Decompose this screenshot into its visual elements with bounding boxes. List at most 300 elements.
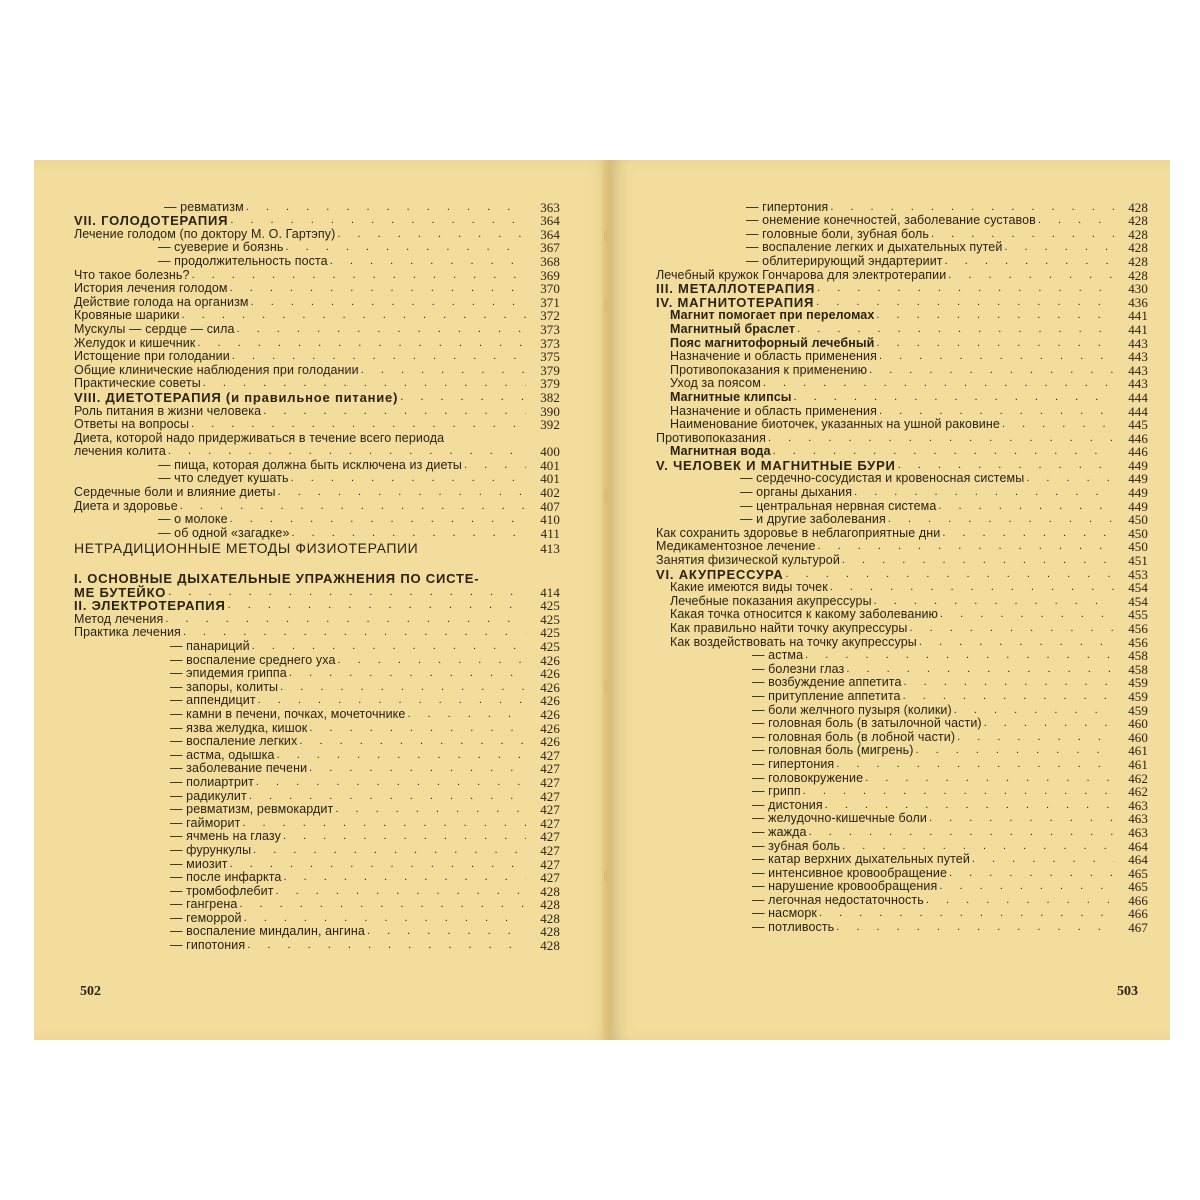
- dot-leader: [846, 663, 1114, 676]
- toc-page-number: 402: [540, 485, 560, 501]
- toc-entry-title: Магнит помогает при переломах: [670, 308, 875, 323]
- toc-entry-title: Медикаментозное лечение: [656, 539, 816, 554]
- toc-page-number: 463: [1128, 811, 1148, 827]
- dot-leader: [239, 898, 526, 911]
- toc-page-number: 449: [1128, 485, 1148, 501]
- toc-entry-title: Магнитный браслет: [670, 321, 796, 336]
- toc-entry-title: — суеверие и боязнь: [158, 240, 284, 255]
- toc-entry-title: — возбуждение аппетита: [752, 675, 902, 690]
- toc-entry-title: — о молоке: [158, 512, 228, 527]
- toc-entry-title: — миозит: [170, 856, 228, 871]
- toc-page-number: 450: [1128, 525, 1148, 541]
- dot-leader: [817, 282, 1114, 295]
- toc-entry: [656, 812, 1148, 826]
- toc-entry: [656, 608, 1148, 622]
- toc-page-number: 443: [1128, 349, 1148, 365]
- binding-hole: [604, 870, 612, 882]
- toc-page-number: 375: [540, 349, 560, 365]
- toc-page-number: 428: [1128, 226, 1148, 242]
- toc-entry-title: — воспаление миндалин, ангина: [170, 924, 365, 939]
- dot-leader: [942, 527, 1114, 540]
- toc-entry: [74, 558, 560, 572]
- toc-entry: [656, 567, 1148, 581]
- dot-leader: [984, 717, 1114, 730]
- toc-page-number: 428: [1128, 199, 1148, 215]
- dot-leader: [931, 228, 1114, 241]
- toc-page-number: 428: [540, 897, 560, 913]
- dot-leader: [809, 826, 1114, 839]
- toc-page-number: 427: [540, 774, 560, 790]
- toc-entry-title: — грипп: [752, 784, 801, 799]
- toc-page-number: 428: [540, 924, 560, 940]
- toc-entry: [74, 322, 560, 336]
- toc-entry: [74, 680, 560, 694]
- dot-leader: [253, 844, 526, 857]
- toc-entry-title: — продолжительность поста: [158, 253, 328, 268]
- dot-leader: [919, 636, 1114, 649]
- toc-entry: [74, 612, 560, 626]
- toc-entry: [74, 938, 560, 952]
- toc-entry-title: Желудок и кишечник: [74, 335, 196, 350]
- toc-entry-title: — астма: [752, 648, 804, 663]
- dot-leader: [367, 925, 526, 938]
- dot-leader: [242, 817, 526, 830]
- dot-leader: [197, 337, 526, 350]
- dot-leader: [1038, 214, 1114, 227]
- toc-page-number: 426: [540, 666, 560, 682]
- toc-page-number: 373: [540, 335, 560, 351]
- binding-hole: [604, 680, 612, 692]
- dot-leader: [464, 459, 526, 472]
- left-page: [34, 160, 612, 1040]
- toc-list-left: [74, 200, 560, 952]
- toc-entry-title: Кровяные шарики: [74, 308, 180, 323]
- toc-entry: [74, 626, 560, 640]
- dot-leader: [874, 595, 1114, 608]
- toc-entry-title: — желудочно-кишечные боли: [752, 811, 927, 826]
- toc-page-number: 461: [1128, 743, 1148, 759]
- toc-entry: [656, 594, 1148, 608]
- toc-entry-title: Метод лечения: [74, 611, 164, 626]
- toc-page-number: 467: [1128, 920, 1148, 936]
- dot-leader: [888, 513, 1114, 526]
- toc-entry-title: VI. АКУПРЕССУРА: [656, 566, 784, 582]
- dot-leader: [939, 880, 1114, 893]
- toc-entry-title: — и другие заболевания: [740, 512, 886, 527]
- toc-entry: [656, 390, 1148, 404]
- dot-leader: [230, 282, 526, 295]
- toc-page-number: 428: [540, 883, 560, 899]
- toc-entry-title: — фурункулы: [170, 842, 252, 857]
- dot-leader: [230, 513, 526, 526]
- toc-page-number: 407: [540, 498, 560, 514]
- toc-page-number: 456: [1128, 621, 1148, 636]
- toc-page-number: 401: [540, 471, 560, 487]
- toc-page-number: 392: [540, 417, 560, 433]
- toc-entry: [74, 418, 560, 432]
- toc-entry-title: — легочная недостаточность: [752, 892, 924, 907]
- toc-entry: [656, 309, 1148, 323]
- toc-entry-title: Общие клинические наблюдения при голодании: [74, 362, 359, 377]
- dot-leader: [180, 500, 526, 513]
- toc-entry-title: II. ЭЛЕКТРОТЕРАПИЯ: [74, 598, 226, 614]
- dot-leader: [786, 568, 1114, 581]
- toc-page-number: 444: [1128, 389, 1148, 405]
- dot-leader: [278, 486, 526, 499]
- toc-entry-title: — головная боль (в затылочной части): [752, 716, 982, 731]
- toc-entry-title: Назначение и область применения: [670, 403, 877, 418]
- toc-entry-title: Истощение при голодании: [74, 349, 230, 364]
- toc-entry-title: — что следует кушать: [158, 471, 289, 486]
- toc-page-number: 458: [1128, 661, 1148, 677]
- toc-entry-title: Назначение и область применения: [670, 349, 877, 364]
- toc-page-number: 364: [540, 226, 560, 242]
- toc-page-number: 427: [540, 829, 560, 845]
- toc-entry: [656, 703, 1148, 717]
- toc-page-number: 459: [1128, 688, 1148, 704]
- dot-leader: [865, 772, 1114, 785]
- toc-entry: [74, 526, 560, 540]
- toc-entry-title: — об одной «загадке»: [158, 525, 290, 540]
- toc-entry-title: Практика лечения: [74, 625, 181, 640]
- dot-leader: [256, 776, 526, 789]
- toc-page-number: 425: [540, 639, 560, 654]
- dot-leader: [338, 654, 526, 667]
- toc-page-number: 430: [1128, 281, 1148, 297]
- toc-page-number: 427: [540, 747, 560, 763]
- toc-entry: [74, 214, 560, 228]
- toc-entry: [74, 789, 560, 803]
- dot-leader: [258, 694, 526, 707]
- dot-leader: [230, 214, 526, 227]
- toc-entry: [74, 721, 560, 735]
- dot-leader: [168, 445, 526, 458]
- toc-entry: [656, 893, 1148, 907]
- toc-page-number: 390: [540, 403, 560, 419]
- toc-entry: [656, 214, 1148, 228]
- dot-leader: [1004, 241, 1114, 254]
- toc-page-number: 462: [1128, 784, 1148, 800]
- dot-leader: [76, 558, 526, 571]
- toc-entry-title: Противопоказания: [656, 430, 766, 445]
- dot-leader: [168, 586, 526, 599]
- dot-leader: [182, 309, 526, 322]
- binding-hole: [604, 300, 612, 312]
- dot-leader: [420, 542, 526, 555]
- toc-entry: [74, 485, 560, 499]
- toc-page-number: 465: [1128, 865, 1148, 881]
- toc-list-right: [656, 200, 1148, 934]
- toc-page-number: 455: [1128, 607, 1148, 623]
- toc-entry: [74, 735, 560, 749]
- toc-entry-title: III. МЕТАЛЛОТЕРАПИЯ: [656, 281, 816, 297]
- toc-page-number: 425: [540, 611, 560, 627]
- toc-page-number: 426: [540, 720, 560, 736]
- toc-entry: [74, 585, 560, 599]
- toc-entry: [656, 689, 1148, 703]
- toc-entry-title: — воспаление легких: [170, 734, 298, 749]
- dot-leader: [768, 432, 1114, 445]
- toc-entry: [656, 295, 1148, 309]
- dot-leader: [232, 350, 526, 363]
- toc-page-number: 372: [540, 308, 560, 324]
- dot-leader: [949, 867, 1114, 880]
- toc-entry: [74, 830, 560, 844]
- toc-entry-title: Уход за поясом: [670, 376, 761, 391]
- toc-entry: [656, 336, 1148, 350]
- dot-leader: [819, 907, 1114, 920]
- toc-entry-title: — насморк: [752, 906, 817, 921]
- toc-page-number: 458: [1128, 648, 1148, 664]
- dot-leader: [400, 391, 526, 404]
- dot-leader: [244, 912, 526, 925]
- toc-page-number: 425: [540, 598, 560, 614]
- dot-leader: [898, 459, 1114, 472]
- dot-leader: [794, 391, 1114, 404]
- toc-page-number: 410: [540, 512, 560, 528]
- dot-leader: [1002, 418, 1114, 431]
- toc-entry-title: Как правильно найти точку акупрессуры: [670, 621, 908, 635]
- right-page: [610, 160, 1170, 1040]
- toc-entry: [656, 581, 1148, 595]
- toc-entry: [656, 676, 1148, 690]
- toc-entry-title: V. ЧЕЛОВЕК И МАГНИТНЫЕ БУРИ: [656, 457, 896, 473]
- toc-page-number: 443: [1128, 376, 1148, 392]
- toc-entry-title: Какие имеются виды точек: [670, 580, 828, 595]
- dot-leader: [292, 527, 526, 540]
- toc-entry: [74, 445, 560, 459]
- toc-page-number: 446: [1128, 430, 1148, 446]
- toc-entry: [656, 649, 1148, 663]
- toc-page-number: 428: [1128, 240, 1148, 256]
- dot-leader: [957, 731, 1114, 744]
- toc-page-number: 460: [1128, 716, 1148, 732]
- toc-entry: [74, 309, 560, 323]
- toc-page-number: 449: [1128, 471, 1148, 487]
- toc-entry-title: — болезни глаз: [752, 661, 845, 676]
- toc-entry: [74, 431, 560, 445]
- toc-entry: [656, 771, 1148, 785]
- toc-page-number: 451: [1128, 553, 1148, 569]
- toc-entry-title: — онемение конечностей, заболевание суставов: [746, 213, 1036, 228]
- toc-entry-title: Практические советы: [74, 376, 201, 391]
- toc-entry: [74, 748, 560, 762]
- toc-entry: [656, 404, 1148, 418]
- toc-entry: [656, 553, 1148, 567]
- toc-page-number: 449: [1128, 498, 1148, 514]
- toc-page-number: 382: [540, 389, 560, 405]
- toc-page-number: 454: [1128, 580, 1148, 596]
- toc-entry-title: — ячмень на глазу: [170, 829, 281, 844]
- toc-entry-title: — интенсивное кровообращение: [752, 865, 948, 880]
- toc-entry: [656, 717, 1148, 731]
- toc-entry-title: — дистония: [752, 797, 823, 812]
- toc-entry-title: — катар верхних дыхательных путей: [752, 852, 970, 867]
- toc-page-number: 441: [1128, 321, 1148, 337]
- toc-page-number: 463: [1128, 797, 1148, 813]
- toc-entry: [74, 803, 560, 817]
- binding-hole: [604, 230, 612, 242]
- toc-entry: [74, 667, 560, 681]
- toc-entry: [74, 254, 560, 268]
- toc-entry-title: Диета и здоровье: [74, 498, 178, 513]
- dot-leader: [191, 418, 526, 431]
- toc-page-number: 456: [1128, 634, 1148, 650]
- toc-entry: [74, 268, 560, 282]
- toc-entry-title: НЕТРАДИЦИОННЫЕ МЕТОДЫ ФИЗИОТЕРАПИИ: [74, 540, 419, 557]
- dot-leader: [836, 758, 1114, 771]
- dot-leader: [954, 704, 1114, 717]
- toc-entry: [74, 871, 560, 885]
- toc-entry-title: — камни в печени, почках, мочеточнике: [170, 706, 406, 721]
- toc-page-number: 464: [1128, 838, 1148, 854]
- toc-entry-title: — запоры, колиты: [170, 679, 279, 694]
- toc-entry-title: — центральная нервная система: [740, 498, 937, 513]
- toc-entry-title: Как сохранить здоровье в неблагоприятные дни: [656, 525, 941, 540]
- toc-entry: [74, 350, 560, 364]
- dot-leader: [1026, 472, 1114, 485]
- toc-entry-title: Мускулы — сердце — сила: [74, 321, 235, 336]
- toc-entry: [74, 227, 560, 241]
- dot-leader: [337, 228, 526, 241]
- toc-page-number: 461: [1128, 756, 1148, 772]
- dot-leader: [335, 803, 526, 816]
- toc-entry: [656, 322, 1148, 336]
- dot-leader: [237, 323, 526, 336]
- toc-page-number: 411: [540, 525, 560, 541]
- dot-leader: [203, 377, 526, 390]
- toc-page-number: 427: [540, 815, 560, 831]
- toc-page-number: 379: [540, 376, 560, 392]
- toc-entry: [656, 757, 1148, 771]
- dot-leader: [915, 744, 1114, 757]
- toc-entry: [74, 762, 560, 776]
- toc-entry-title: — язва желудка, кишок: [170, 720, 308, 735]
- page-number-left: 502: [80, 984, 101, 999]
- toc-entry-title: — гипертония: [746, 199, 829, 214]
- toc-entry: [656, 785, 1148, 799]
- dot-leader: [879, 405, 1114, 418]
- toc-page-number: 369: [540, 267, 560, 283]
- dot-leader: [879, 350, 1114, 363]
- dot-leader: [246, 201, 526, 214]
- toc-entry: [74, 499, 560, 513]
- toc-entry: [74, 241, 560, 255]
- toc-entry: [656, 880, 1148, 894]
- toc-entry: [74, 200, 560, 214]
- toc-entry-title: Занятия физической культурой: [656, 553, 840, 568]
- toc-entry-title: Что такое болезнь?: [74, 267, 190, 282]
- toc-entry-title: Противопоказания к применению: [670, 362, 868, 377]
- toc-entry: [74, 857, 560, 871]
- dot-leader: [904, 676, 1114, 689]
- toc-page-number: 466: [1128, 906, 1148, 922]
- toc-entry: [74, 390, 560, 404]
- toc-page-number: 466: [1128, 892, 1148, 908]
- toc-entry: [656, 485, 1148, 499]
- dot-leader: [805, 649, 1114, 662]
- toc-entry: [74, 843, 560, 857]
- toc-entry-title: Какая точка относится к какому заболеванию: [670, 607, 939, 622]
- toc-entry: [656, 839, 1148, 853]
- toc-page-number: 427: [540, 856, 560, 872]
- toc-entry: [74, 540, 560, 558]
- toc-entry-title: лечения колита: [74, 444, 166, 459]
- toc-page-number: 428: [1128, 213, 1148, 229]
- toc-entry-title: — заболевание печени: [170, 761, 308, 776]
- toc-entry-title: Лечение голодом (по доктору М. О. Гартэпу): [74, 226, 336, 241]
- toc-entry: [74, 898, 560, 912]
- dot-leader: [876, 337, 1114, 350]
- dot-leader: [289, 667, 526, 680]
- dot-leader: [252, 640, 526, 653]
- dot-leader: [481, 572, 526, 585]
- dot-leader: [309, 762, 526, 775]
- toc-entry: [656, 730, 1148, 744]
- dot-leader: [407, 708, 526, 721]
- toc-page-number: 425: [540, 625, 560, 641]
- toc-page-number: 379: [540, 362, 560, 378]
- dot-leader: [803, 785, 1114, 798]
- dot-leader: [830, 201, 1114, 214]
- toc-entry-title: Роль питания в жизни человека: [74, 403, 262, 418]
- toc-page-number: 426: [540, 693, 560, 709]
- toc-entry: [74, 295, 560, 309]
- toc-page-number: 414: [540, 584, 560, 600]
- toc-page-number: 463: [1128, 824, 1148, 840]
- toc-page-number: 464: [1128, 852, 1148, 868]
- toc-entry-title: — жажда: [752, 824, 807, 839]
- toc-entry-title: Лечебные показания акупрессуры: [670, 593, 872, 608]
- toc-entry-title: — аппендицит: [170, 693, 256, 708]
- toc-page-number: 446: [1128, 444, 1148, 460]
- toc-entry: [656, 635, 1148, 649]
- toc-entry: [74, 911, 560, 925]
- dot-leader: [876, 309, 1114, 322]
- toc-page-number: 371: [540, 294, 560, 310]
- toc-entry: [656, 200, 1148, 214]
- dot-leader: [854, 486, 1114, 499]
- toc-page-number: 427: [540, 788, 560, 804]
- toc-page-number: 465: [1128, 879, 1148, 895]
- toc-entry-title: Наименование биоточек, указанных на ушной раковине: [670, 417, 1000, 432]
- toc-entry: [656, 744, 1148, 758]
- toc-page-number: 413: [540, 541, 560, 557]
- toc-entry: [656, 363, 1148, 377]
- toc-page-number: 450: [1128, 512, 1148, 528]
- toc-entry: [74, 363, 560, 377]
- dot-leader: [869, 364, 1114, 377]
- toc-page-number: 462: [1128, 770, 1148, 786]
- dot-leader: [446, 432, 526, 445]
- toc-page-number: 427: [540, 802, 560, 818]
- toc-entry: [74, 472, 560, 486]
- toc-entry-title: VIII. ДИЕТОТЕРАПИЯ (и правильное питание): [74, 389, 399, 405]
- binding-hole: [604, 490, 612, 502]
- toc-entry-title: — гангрена: [170, 897, 238, 912]
- toc-entry: [74, 599, 560, 613]
- toc-entry: [74, 336, 560, 350]
- toc-entry: [656, 350, 1148, 364]
- dot-leader: [836, 921, 1114, 934]
- toc-entry: [74, 458, 560, 472]
- dot-leader: [283, 830, 526, 843]
- dot-leader: [972, 853, 1114, 866]
- toc-page-number: 441: [1128, 308, 1148, 324]
- toc-entry: [656, 513, 1148, 527]
- toc-page-number: 427: [540, 870, 560, 886]
- toc-page-number: 401: [540, 457, 560, 473]
